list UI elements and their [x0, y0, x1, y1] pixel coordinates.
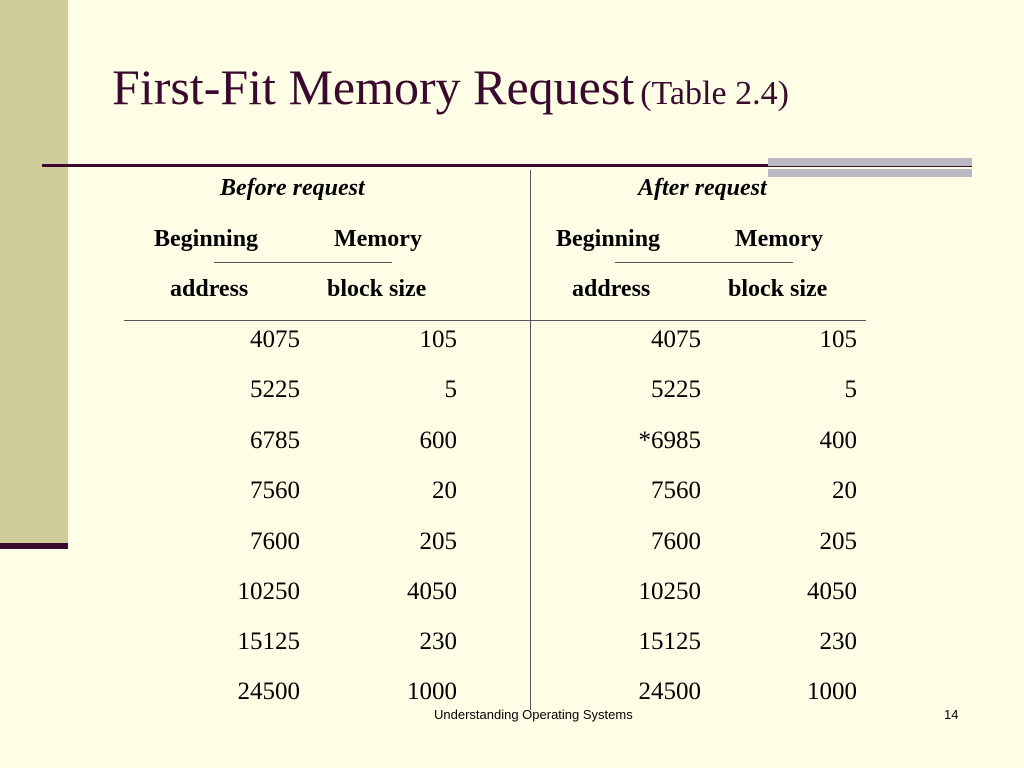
before-size-cell: 105 — [419, 326, 457, 353]
before-block-size-header: block size — [327, 276, 427, 302]
sidebar-cap-bar — [0, 543, 68, 549]
accent-bar-bottom — [768, 169, 972, 177]
after-size-cell: 20 — [832, 477, 857, 504]
after-request-heading: After request — [638, 175, 767, 201]
before-address-cell: 5225 — [250, 376, 300, 403]
table-header-line — [124, 320, 866, 321]
after-address-cell: 10250 — [638, 578, 701, 605]
after-address-cell: 7600 — [651, 528, 701, 555]
before-size-cell: 230 — [419, 628, 457, 655]
left-sidebar-band — [0, 0, 68, 548]
before-size-cell: 5 — [444, 376, 457, 403]
before-address-cell: 6785 — [250, 427, 300, 454]
slide-title-main: First-Fit Memory Request — [112, 59, 635, 115]
before-size-cell: 1000 — [407, 678, 457, 705]
after-size-cell: 105 — [819, 326, 857, 353]
footer-text: Understanding Operating Systems — [434, 707, 633, 722]
after-address-header: address — [572, 276, 651, 302]
before-address-cell: 7560 — [250, 477, 300, 504]
after-header-underline — [615, 262, 793, 263]
table-column-divider — [530, 170, 531, 710]
after-size-cell: 5 — [844, 376, 857, 403]
after-address-cell: 5225 — [651, 376, 701, 403]
before-request-heading: Before request — [220, 175, 365, 201]
before-beginning-header: Beginning — [154, 226, 259, 252]
before-address-cell: 10250 — [237, 578, 300, 605]
after-beginning-header: Beginning — [556, 226, 661, 252]
before-address-cell: 15125 — [237, 628, 300, 655]
after-address-cell: *6985 — [638, 427, 701, 454]
before-size-cell: 20 — [432, 477, 457, 504]
before-header-underline — [214, 262, 392, 263]
after-address-cell: 4075 — [651, 326, 701, 353]
after-size-cell: 1000 — [807, 678, 857, 705]
before-size-cell: 4050 — [407, 578, 457, 605]
before-size-cell: 205 — [419, 528, 457, 555]
before-size-cell: 600 — [419, 427, 457, 454]
after-size-cell: 230 — [819, 628, 857, 655]
after-size-cell: 400 — [819, 427, 857, 454]
accent-bar-top — [768, 158, 972, 166]
after-address-cell: 24500 — [638, 678, 701, 705]
after-memory-header: Memory — [735, 226, 823, 252]
before-address-cell: 7600 — [250, 528, 300, 555]
slide-title — [112, 59, 789, 115]
before-address-cell: 4075 — [250, 326, 300, 353]
after-block-size-header: block size — [728, 276, 828, 302]
before-address-header: address — [170, 276, 249, 302]
before-memory-header: Memory — [334, 226, 422, 252]
page-number: 14 — [944, 707, 959, 722]
after-address-cell: 15125 — [638, 628, 701, 655]
after-size-cell: 205 — [819, 528, 857, 555]
after-address-cell: 7560 — [651, 477, 701, 504]
after-size-cell: 4050 — [807, 578, 857, 605]
slide-title-sub: (Table 2.4) — [640, 75, 789, 112]
before-address-cell: 24500 — [237, 678, 300, 705]
